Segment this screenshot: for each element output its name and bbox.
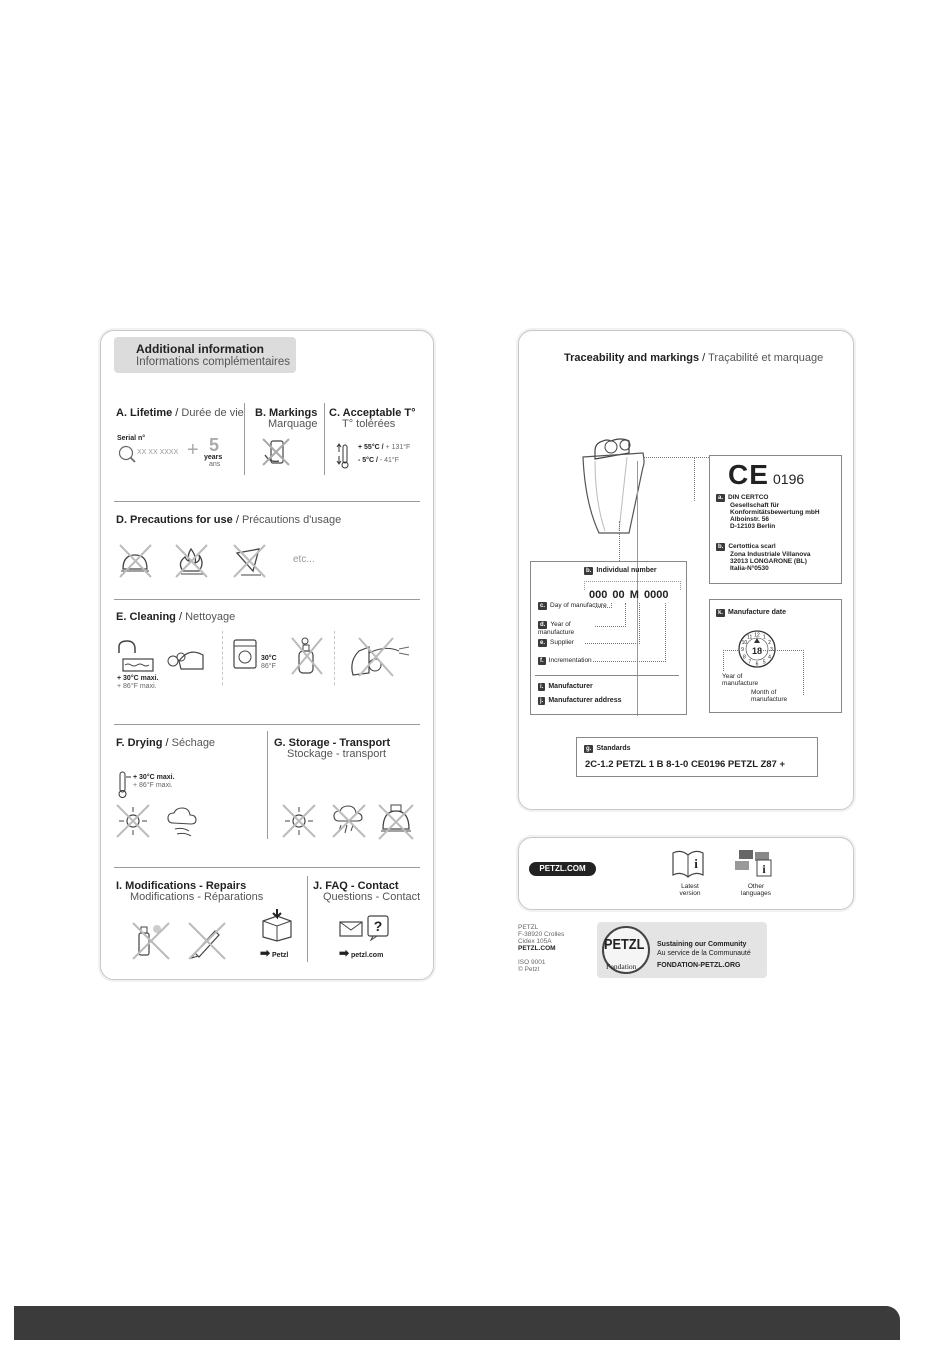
divider-cleaning-2 (334, 631, 335, 685)
dial-number: 11 (747, 634, 753, 641)
box-return-icon (259, 909, 295, 941)
years-label: years (204, 454, 223, 461)
sun-storage-crossed-icon (281, 803, 317, 839)
drying-title: F. Drying / Séchage (116, 737, 216, 749)
connector-individual (619, 521, 620, 561)
divider-i (114, 867, 420, 868)
serial-label: Serial n° (117, 435, 146, 442)
modifications-subtitle: Modifications - Réparations (130, 891, 264, 903)
manufacturer-address-label: j. Manufacturer address (540, 697, 622, 704)
helmet-storage-crossed-icon (377, 801, 415, 841)
faucet-water-icon (117, 639, 157, 673)
year-manufacture-label: Year of manufacture (722, 673, 759, 687)
dial-number: 8 (743, 654, 746, 661)
dial-number: 5 (762, 659, 766, 666)
connector-ce (644, 457, 709, 458)
year-of-manufacture: d. Year of manufacture (538, 621, 575, 636)
petzl-com-badge[interactable]: PETZL.COM (529, 862, 596, 876)
fondation-url[interactable]: FONDATION-PETZL.ORG (657, 962, 741, 969)
dial-center: 18 (751, 646, 763, 656)
ce-mark: CE (728, 459, 769, 490)
petzl-links-panel (518, 837, 854, 910)
envelope-icon (339, 921, 363, 937)
thermometer-icon (335, 443, 349, 469)
address-block: PETZL F-38920 Crolles Cidex 105A PETZL.COM ISO 9001 © Petzl (518, 924, 565, 973)
connector-year-dial (723, 650, 738, 671)
flame-crossed-icon (171, 543, 211, 579)
cloud-wind-icon (167, 807, 201, 837)
dial-number: 4 (768, 654, 771, 661)
years-fr-label: ans (209, 461, 221, 468)
question-bubble-icon (367, 915, 389, 941)
years-number: 5 (209, 435, 220, 455)
individual-number-label: b. Individual number (586, 567, 657, 574)
soap-scrub-icon (163, 639, 211, 673)
dial-number: 3 (770, 647, 773, 653)
modifications-title: I. Modifications - Repairs (116, 880, 247, 892)
divider-bc (324, 403, 325, 475)
precautions-title: D. Precautions for use / Précautions d'usage (116, 514, 342, 526)
markings-subtitle: Marquage (268, 418, 318, 430)
dial-number: 1 (762, 634, 766, 641)
lifetime-title: A. Lifetime / Durée de vie (116, 407, 244, 419)
other-languages-label[interactable]: Other languages (741, 883, 771, 897)
marker-crossed-icon (187, 921, 227, 961)
temperature-subtitle: T° tolérées (342, 418, 396, 430)
traceability-panel (518, 330, 854, 810)
spray-paint-crossed-icon (131, 921, 171, 961)
supplier: e. Supplier (540, 639, 574, 646)
svg-text:i: i (694, 856, 698, 871)
book-info-icon[interactable] (671, 849, 705, 877)
dial-number: 12 (754, 632, 760, 639)
notified-body-b: b. Certottica scarl Zona Industriale Villanova 32013 LONGARONE (BL) Italia-N°0530 (718, 543, 811, 572)
dial-number: 9 (741, 647, 744, 653)
drying-temp-f: + 86°F maxi. (133, 782, 173, 789)
individual-number-value: 000 00 M 0000 (589, 589, 669, 601)
arrow-right-icon: ➡ (339, 946, 350, 960)
connector-incrementation (593, 603, 666, 662)
month-manufacture-label: Month of manufacture (751, 689, 788, 703)
plus-sign: + (187, 439, 199, 461)
traceability-title: Traceability and markings / Traçabilité et marquage (564, 352, 824, 364)
temperature-title: C. Acceptable T° (329, 407, 416, 419)
divider-ab (244, 403, 245, 475)
storage-title: G. Storage - Transport (274, 737, 391, 749)
dial-number: 7 (748, 659, 752, 666)
chemical-crossed-icon (229, 543, 269, 579)
standards-label: g. Standards (586, 745, 631, 752)
spray-bottle-crossed-icon (289, 635, 325, 677)
serial-value: XX XX XXXX (137, 449, 179, 456)
temp-max: + 55°C / + 131°F (358, 444, 411, 451)
svg-text:i: i (762, 862, 766, 876)
petzl-return-link[interactable]: ➡ Petzl (260, 946, 289, 960)
visor-product-icon (581, 437, 661, 537)
additional-info-subtitle: Informations complémentaires (136, 356, 291, 368)
fondation-sub: Fondation (606, 962, 637, 971)
machine-temp-f: 86°F (261, 663, 276, 670)
divider-cleaning-1 (222, 631, 223, 685)
dial-number: 6 (755, 661, 759, 668)
latest-version-label[interactable]: Latest version (679, 883, 701, 897)
washing-machine-icon (233, 639, 257, 669)
notified-body-a: a. DIN CERTCO Gesellschaft für Konformitätsbewertung mbH Alboinstr. 56 D-12103 Berlin (718, 494, 820, 530)
etc-label: etc... (293, 554, 315, 565)
standards-value: 2C-1.2 PETZL 1 B 8-1-0 CE0196 PETZL Z87 + (585, 759, 786, 770)
rain-crossed-icon (331, 803, 367, 839)
markings-title: B. Markings (255, 407, 318, 419)
sun-crossed-icon (115, 803, 151, 839)
faq-title: J. FAQ - Contact (313, 880, 399, 892)
thermometer-drying-icon (117, 771, 133, 799)
divider-f (114, 724, 420, 725)
magnifier-icon (117, 444, 137, 464)
divider-d (114, 501, 420, 502)
divider-e (114, 599, 420, 600)
day-of-manufacture: c. Day of manufacture (540, 602, 607, 609)
languages-info-icon[interactable] (733, 848, 775, 878)
helmet-heat-crossed-icon (115, 543, 155, 579)
faq-subtitle: Questions - Contact (323, 891, 421, 903)
ce-number: 0196 (773, 471, 805, 487)
additional-info-panel (100, 330, 434, 980)
divider-manufacturer (535, 675, 679, 676)
machine-temp-c: 30°C (261, 655, 277, 662)
bottom-bar (14, 1306, 900, 1340)
connector-ce-vertical (694, 457, 695, 501)
svg-text:?: ? (373, 918, 383, 934)
sustain-en: Sustaining our Community (657, 941, 747, 948)
temp-min: - 5°C / - 41°F (358, 457, 400, 464)
additional-info-title: Additional information (136, 342, 264, 356)
dial-number: 2 (768, 639, 771, 646)
cleaning-temp-c: + 30°C maxi. (117, 675, 159, 682)
divider-ij (307, 876, 308, 962)
manufacturer-label: i. Manufacturer (540, 683, 593, 690)
divider-fg (267, 731, 268, 839)
cleaning-title: E. Cleaning / Nettoyage (116, 611, 236, 623)
engraving-crossed-icon (261, 437, 291, 467)
drying-temp-c: + 30°C maxi. (133, 774, 175, 781)
standards-box (576, 737, 818, 777)
storage-subtitle: Stockage - transport (287, 748, 387, 760)
fondation-logo: PETZL (604, 936, 645, 953)
dial-number: 10 (741, 639, 748, 646)
pressure-washer-crossed-icon (347, 635, 413, 679)
petzl-com-link[interactable]: ➡ petzl.com (339, 946, 384, 960)
incrementation: f. Incrementation (540, 657, 592, 664)
arrow-right-icon: ➡ (260, 946, 271, 960)
cleaning-temp-f: + 86°F maxi. (117, 683, 157, 690)
manufacture-date-label: k. Manufacture date (718, 609, 786, 616)
sustain-fr: Au service de la Communauté (657, 950, 751, 957)
